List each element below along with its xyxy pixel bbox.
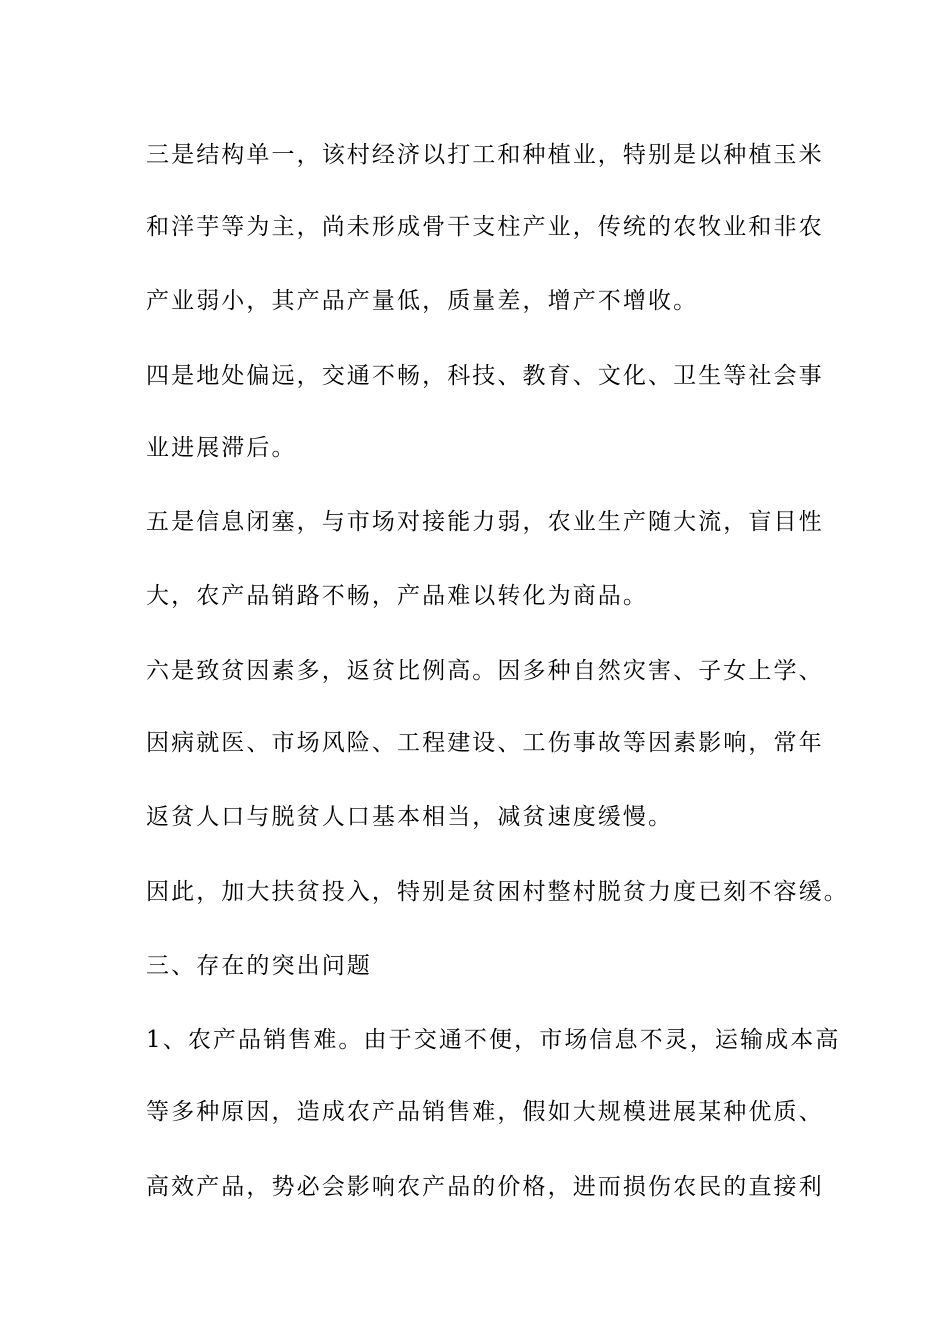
- text-line: 产业弱小，其产品产量低，质量差，增产不增收。: [146, 288, 699, 314]
- text-line: 业进展滞后。: [146, 435, 297, 461]
- text-line: 返贫人口与脱贫人口基本相当，减贫速度缓慢。: [146, 804, 674, 830]
- text-line: 四是地处偏远，交通不畅，科技、教育、文化、卫生等社会事: [146, 363, 824, 389]
- text-line: 因病就医、市场风险、工程建设、工伤事故等因素影响，常年: [146, 730, 824, 756]
- text-line: 六是致贫因素多，返贫比例高。因多种自然灾害、子女上学、: [146, 658, 824, 684]
- text-line: 和洋芋等为主，尚未形成骨干支柱产业，传统的农牧业和非农: [146, 214, 824, 240]
- text-line: 高效产品，势必会影响农产品的价格，进而损伤农民的直接利: [146, 1174, 824, 1200]
- text-line: 因此，加大扶贫投入，特别是贫困村整村脱贫力度已刻不容缓。: [146, 879, 849, 905]
- text-line: 大，农产品销路不畅，产品难以转化为商品。: [146, 583, 648, 609]
- text-line: 1、农产品销售难。由于交通不便，市场信息不灵，运输成本高: [146, 1027, 841, 1053]
- text-line: 五是信息闭塞，与市场对接能力弱，农业生产随大流，盲目性: [146, 509, 824, 535]
- text-line: 三是结构单一，该村经济以打工和种植业，特别是以种植玉米: [146, 142, 824, 168]
- section-heading: 三、存在的突出问题: [146, 953, 372, 979]
- text-line: 等多种原因，造成农产品销售难，假如大规模进展某种优质、: [146, 1099, 824, 1125]
